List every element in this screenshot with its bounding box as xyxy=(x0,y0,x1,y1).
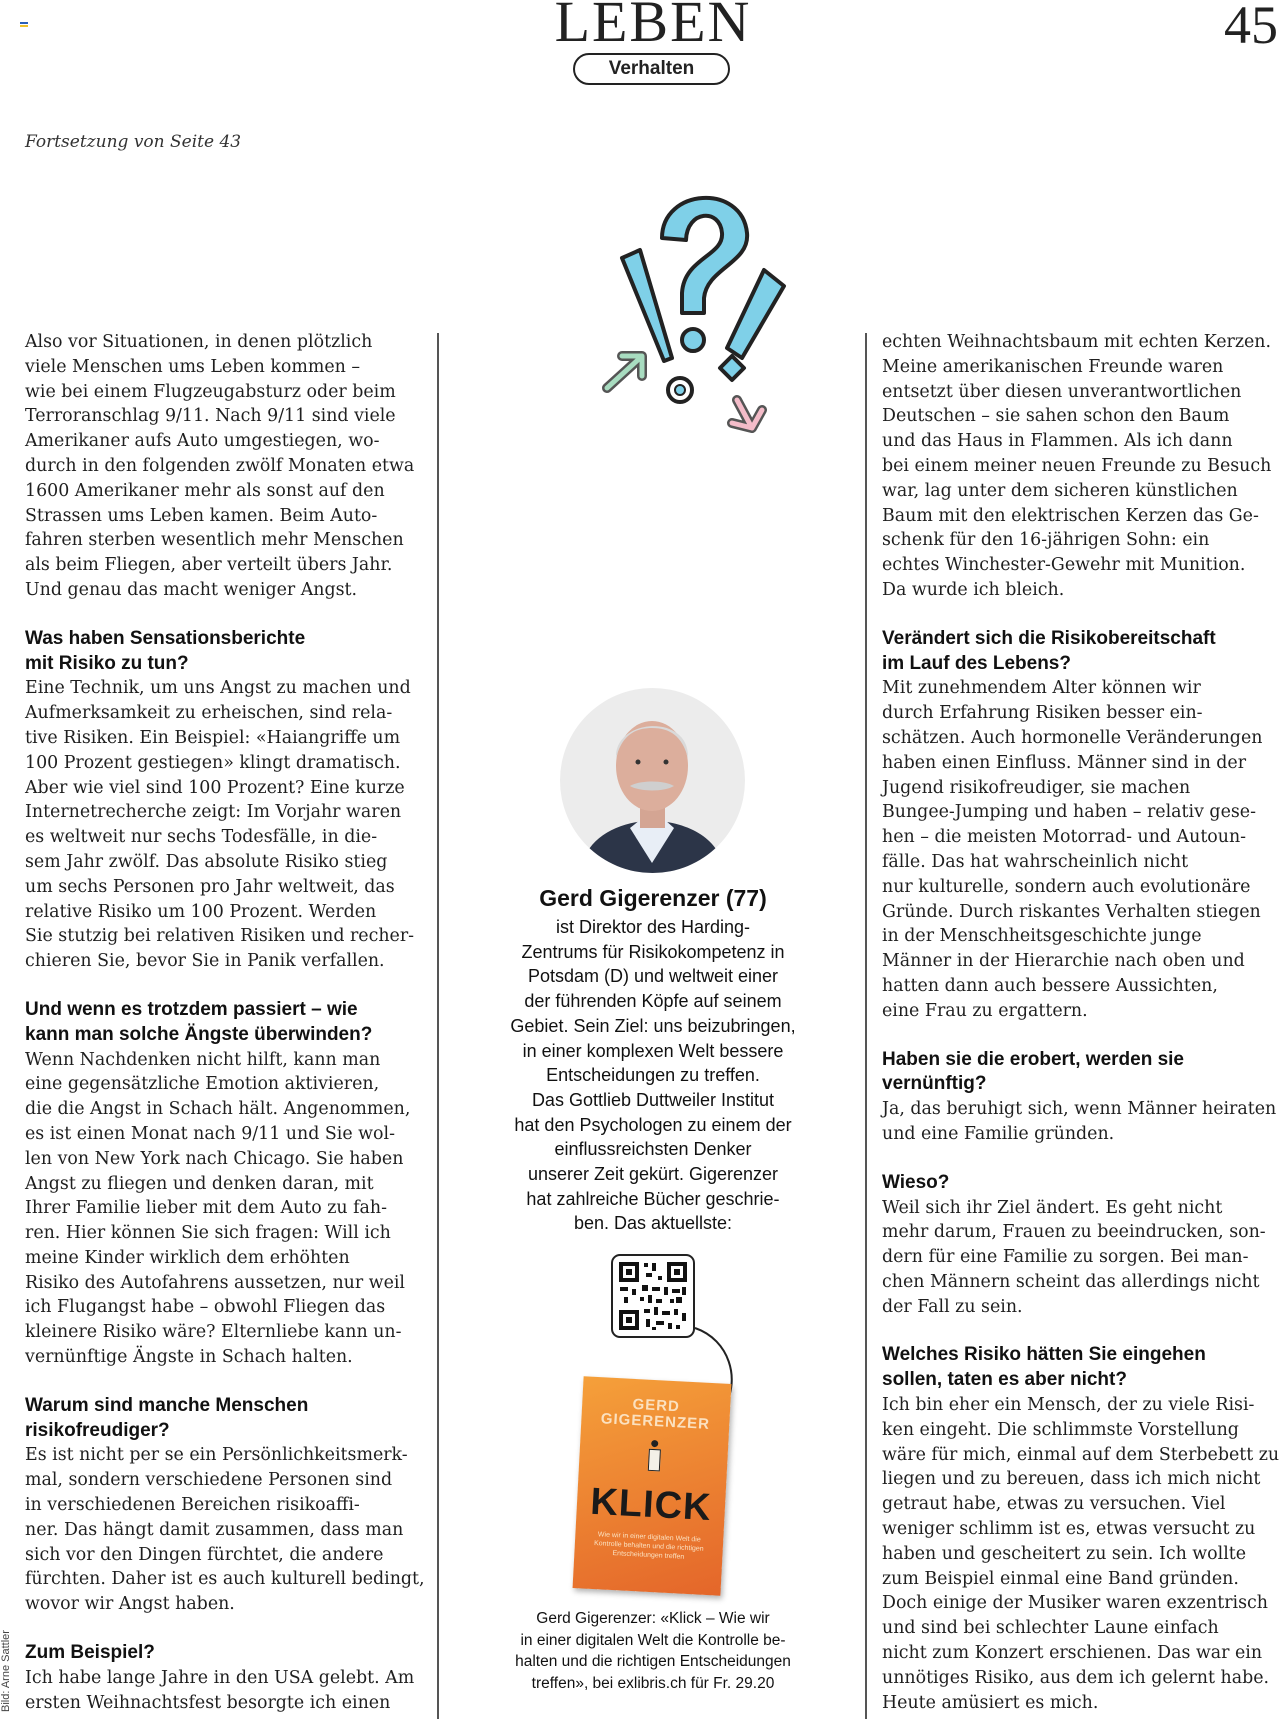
column-divider-right xyxy=(865,333,867,1719)
question-heading: Haben sie die erobert, werden sie vernünftig? xyxy=(882,1048,1184,1095)
author-portrait xyxy=(560,688,745,873)
answer-paragraph: Ich habe lange Jahre in den USA gelebt. Am ersten Weihnachtsfest besorgte ich einen xyxy=(25,1667,415,1713)
page-number: 45 xyxy=(1224,0,1278,55)
continuation-note: Fortsetzung von Seite 43 xyxy=(25,132,242,152)
question-heading: Wieso? xyxy=(882,1171,950,1193)
question-heading: Was haben Sensationsberichte mit Risiko zu tun? xyxy=(25,627,306,674)
answer-paragraph: Mit zunehmendem Alter können wir durch Erfahrung Risiken besser ein- schätzen. Auch hormonelle Veränderungen haben einen Einfluss. Männer sind in der Jugend risikofreudiger, sie machen Bungee-Jumping und haben – relativ gese- hen – die meisten Motorrad- und Autoun- fälle. Das hat wahrscheinlich nicht nur kulturelle, sondern auch evolutionäre Gründe. Durch riskantes Verhalten stiegen in der Menschheitsgeschichte junge Männer in der Hierarchie nach oben und hatten dann auch bessere Aussichten, eine Frau zu ergattern. xyxy=(882,678,1263,1021)
column-divider-left xyxy=(437,333,439,1719)
book-cover[interactable] xyxy=(573,1376,732,1595)
left-column xyxy=(25,330,430,1715)
book-author: GERD GIGERENZER xyxy=(600,1395,711,1433)
book-title: KLICK xyxy=(589,1480,713,1530)
paragraph: Also vor Situationen, in denen plötzlich viele Menschen ums Leben kommen – wie bei einem Flugzeugabsturz oder beim Terroranschlag 9/11. Nach 9/11 sind viele Amerikaner aufs Auto umgestiegen, wo- durch in den folgenden zwölf Monaten etwa 1600 Amerikaner mehr als sonst auf den Strassen ums Leben kamen. Beim Auto- fahren sterben wesentlich mehr Menschen als beim Fliegen, aber verteilt übers Jahr. Und genau das macht weniger Angst. xyxy=(25,332,415,600)
question-exclamation-illustration xyxy=(592,178,824,453)
right-column xyxy=(882,330,1280,1715)
author-description: ist Direktor des Harding- Zentrums für Risikokompetenz in Potsdam (D) und weltweit einer der führenden Köpfe auf seinem Gebiet. Sein Ziel: uns beizubringen, in einer komplexen Welt bessere Entscheidungen zu treffen. Das Gottlieb Duttweiler Institut hat den Psychologen zu einem der einflussreichsten Denker unserer Zeit gekürt. Gigerenzer hat zahlreiche Bücher geschrie- ben. Das aktuellste: xyxy=(510,917,796,1234)
author-bio xyxy=(478,883,828,1236)
book-caption: Gerd Gigerenzer: «Klick – Wie wir in einer digitalen Welt die Kontrolle be- halten und die richtigen Entscheidungen treffen», bei exlibris.ch für Fr. 29.20 xyxy=(515,1610,791,1692)
question-heading: Welches Risiko hätten Sie eingehen sollen, taten es aber nicht? xyxy=(882,1344,1206,1391)
paragraph: echten Weihnachtsbaum mit echten Kerzen. Meine amerikanischen Freunde waren entsetzt über diesen unverantwortlichen Deutschen – sie sahen schon den Baum und das Haus in Flammen. Als ich dann bei einem meiner neuen Freunde zu Besuch war, lag unter dem sicheren künstlichen Baum mit den elektrischen Kerzen das Ge- schenk für den 16-jährigen Sohn: ein echtes Winchester-Gewehr mit Munition. Da wurde ich bleich. xyxy=(882,332,1272,600)
answer-paragraph: Eine Technik, um uns Angst zu machen und Aufmerksamkeit zu erheischen, sind rela- tive Risiken. Ein Beispiel: «Haiangriffe um 100 Prozent gestiegen» klingt dramatisch. Aber wie viel sind 100 Prozent? Eine kurze Internetrecherche zeigt: Im Vorjahr waren es weltweit nur sechs Todesfälle, in die- sem Jahr zwölf. Das absolute Risiko stieg um sechs Personen pro Jahr weltweit, das relative Risiko um 100 Prozent. Werden Sie stutzig bei relativen Risiken und recher- chieren Sie, bevor Sie in Panik verfallen. xyxy=(25,678,415,972)
qr-code[interactable] xyxy=(611,1254,695,1338)
section-tag: Verhalten xyxy=(573,53,730,85)
photo-credit: Bild: Arne Sattler xyxy=(0,1630,12,1712)
book-subtitle: Wie wir in einer digitalen Welt die Kontrolle behalten und die richtigen Entscheidungen treffen xyxy=(593,1531,704,1561)
question-heading: Warum sind manche Menschen risikofreudiger? xyxy=(25,1394,309,1441)
answer-paragraph: Wenn Nachdenken nicht hilft, kann man eine gegensätzliche Emotion aktivieren, die die Angst in Schach hält. Angenommen, es ist einen Monat nach 9/11 und Sie wol- len von New York nach Chicago. Sie haben Angst zu fliegen und denken daran, mit Ihrer Familie lieber mit dem Auto zu fah- ren. Hier können Sie sich fragen: Will ich meine Kinder wirklich dem erhöhten Risiko des Autofahrens aussetzen, nur weil ich Flugangst habe – obwohl Fliegen das kleinere Risiko wäre? Elternliebe kann un- vernünftige Ängste in Schach halten. xyxy=(25,1049,411,1368)
answer-paragraph: Ja, das beruhigt sich, wenn Männer heiraten und eine Familie gründen. xyxy=(882,1099,1277,1144)
question-heading: Und wenn es trotzdem passiert – wie kann man solche Ängste überwinden? xyxy=(25,998,373,1045)
answer-paragraph: Ich bin eher ein Mensch, der zu viele Risi- ken eingeht. Die schlimmste Vorstellung wäre für mich, einmal auf dem Sterbebett zu liegen und zu bereuen, dass ich mich nicht getraut habe, etwas zu versuchen. Viel weniger schlimm ist es, etwas versucht zu haben und gescheitert zu sein. Ich wollte zum Beispiel einmal eine Band gründen. Doch einige der Musiker waren exzentrisch und sind bei schlechter Laune einfach nicht zum Konzert erschienen. Das war ein unnötiges Risiko, aus dem ich gelernt habe. Heute amüsiert es mich. xyxy=(882,1395,1280,1713)
question-heading: Zum Beispiel? xyxy=(25,1642,155,1664)
question-heading: Verändert sich die Risikobereitschaft im Lauf des Lebens? xyxy=(882,627,1216,674)
answer-paragraph: Weil sich ihr Ziel ändert. Es geht nicht mehr darum, Frauen zu beeindrucken, son- dern für eine Familie zu sorgen. Bei man- chen Männern scheint das allerdings nicht der Fall zu sein. xyxy=(882,1197,1266,1317)
author-name: Gerd Gigerenzer (77) xyxy=(539,885,767,911)
figure-icon xyxy=(642,1439,666,1474)
section-title: LEBEN xyxy=(554,0,752,54)
answer-paragraph: Es ist nicht per se ein Persönlichkeitsmerk- mal, sondern verschiedene Personen sind in verschiedenen Bereichen risikoaffi- ner. Das hängt damit zusammen, dass man sich vor den Dingen fürchtet, die andere fürchten. Daher ist es auch kulturell bedingt, wovor wir Angst haben. xyxy=(25,1445,425,1615)
